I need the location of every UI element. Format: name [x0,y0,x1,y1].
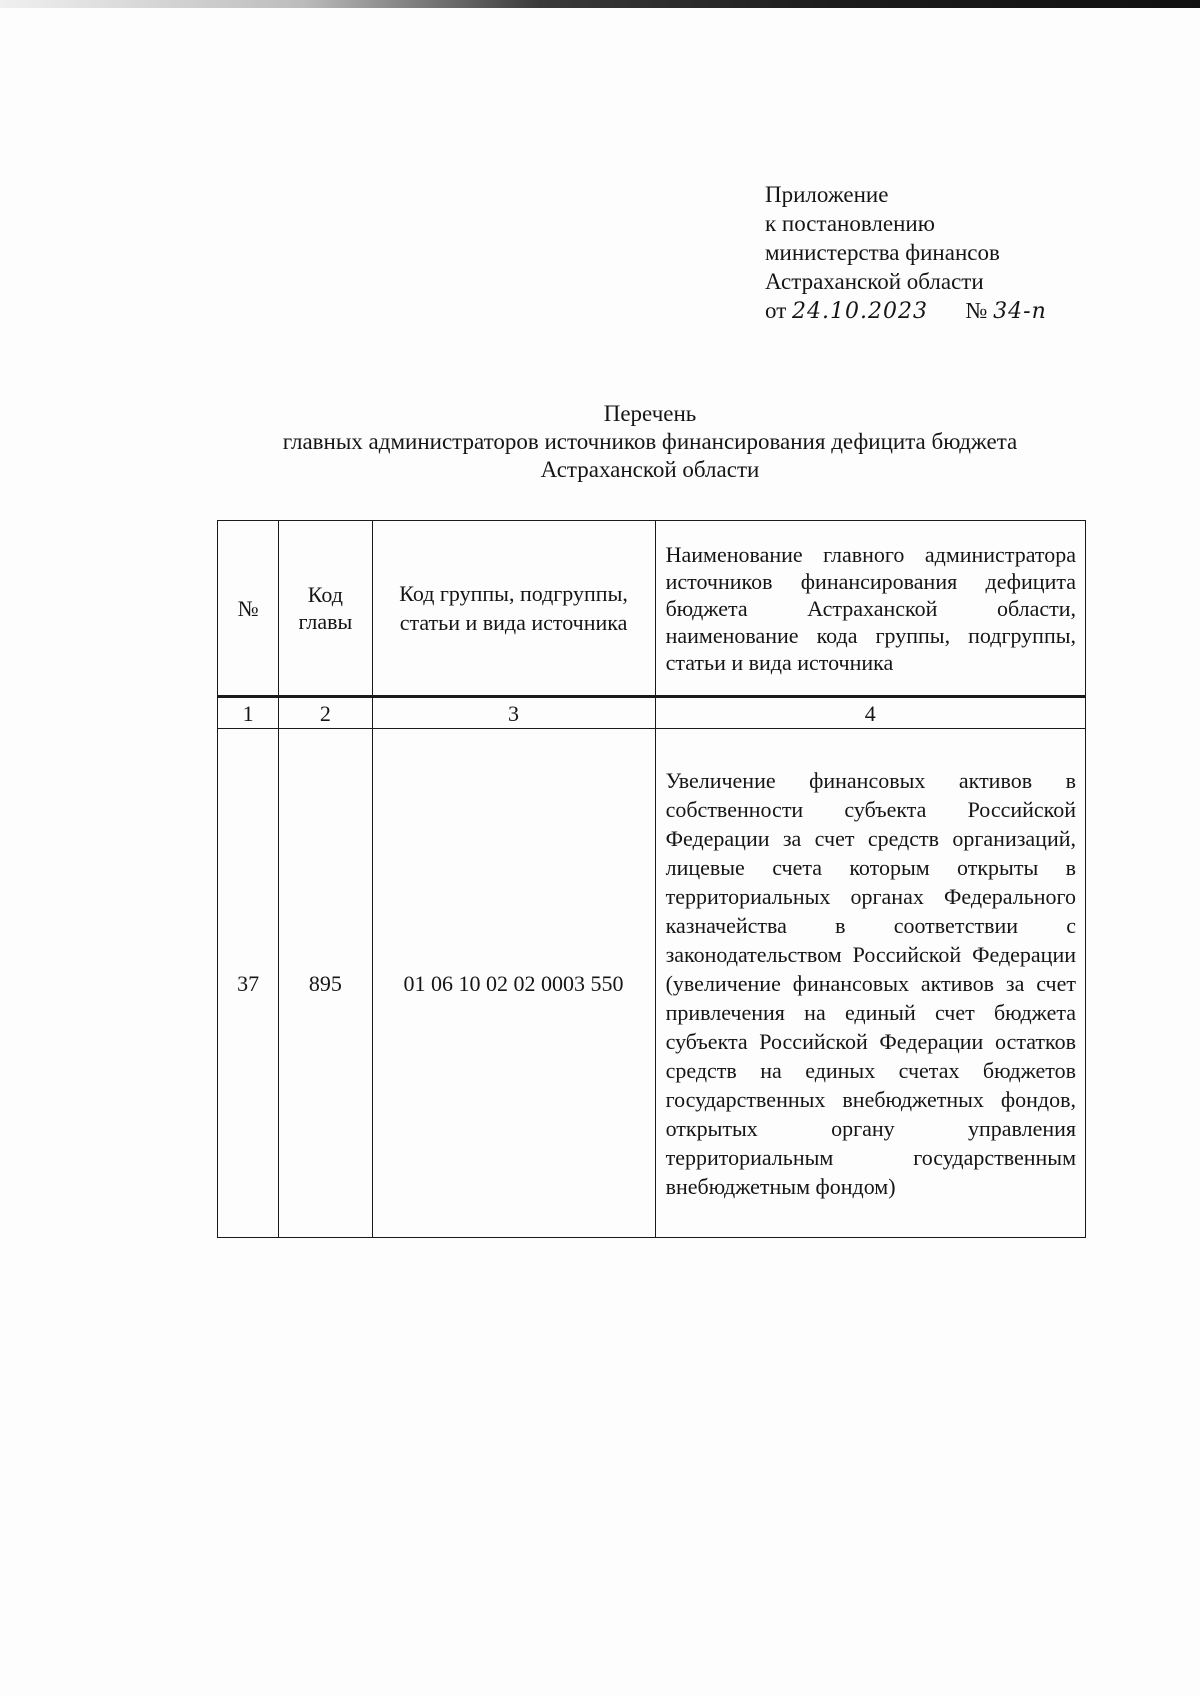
number-value: 34-п [993,299,1047,324]
row-no: 37 [218,729,279,1238]
header-source-code: Код группы, подгруппы, статьи и вида источника [372,521,655,697]
appendix-line: министерства финансов [765,240,1000,265]
number-prefix: № [965,298,988,323]
appendix-line: Астраханской области [765,269,984,294]
title-line: Астраханской области [540,457,760,482]
title-line: Перечень [603,401,697,426]
appendix-date-line [765,296,1047,326]
row-source-code: 01 06 10 02 02 0003 550 [372,729,655,1238]
column-number: 1 [218,697,279,729]
appendix-block [765,180,1047,326]
row-chapter-code: 895 [279,729,372,1238]
scan-edge [0,0,1200,8]
header-chapter-code: Код главы [279,521,372,697]
row-name: Увеличение финансовых активов в собственности субъекта Российской Федерации за счет средств организаций, лицевые счета которым открыты в территориальных органах Федерального казначейства в соответствии с законодательством Российской Федерации (увеличение финансовых активов за счет привлечения на единый счет бюджета субъекта Российской Федерации остатков средств на единых счетах бюджетов государственных внебюджетных фондов, открытых органу управления территориальным государственным внебюджетным фондом) [655,729,1085,1238]
column-number: 2 [279,697,372,729]
header-no: № [218,521,279,697]
title-line: главных администраторов источников финансирования дефицита бюджета [282,429,1018,454]
appendix-line: Приложение [765,182,889,207]
date-value: 24.10.2023 [792,299,928,324]
appendix-line: к постановлению [765,211,935,236]
column-number: 4 [655,697,1085,729]
column-number: 3 [372,697,655,729]
administrators-table [217,520,1086,1238]
document-title [200,400,1100,484]
header-name: Наименование главного администратора источников финансирования дефицита бюджета Астраханской области, наименование кода группы, подгруппы, статьи и вида источника [655,521,1085,697]
column-number-row [218,697,1086,729]
table-header-row [218,521,1086,697]
table-row [218,729,1086,1238]
date-prefix: от [765,298,787,323]
